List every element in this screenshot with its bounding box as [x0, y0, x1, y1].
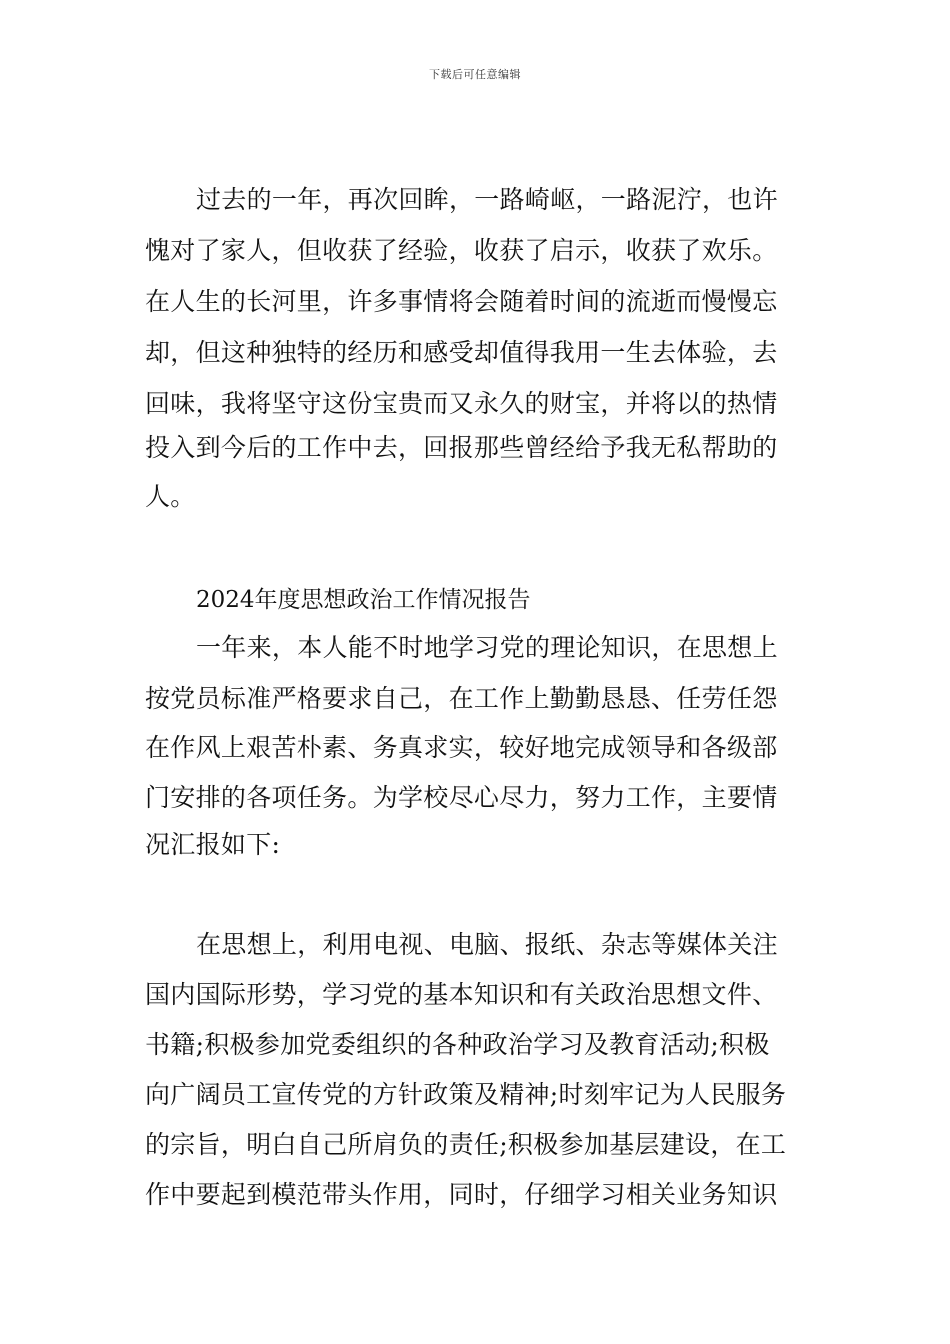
paragraph-line: 在人生的长河里，许多事情将会随着时间的流逝而慢慢忘 [145, 287, 778, 316]
paragraph-line: 按党员标准严格要求自己，在工作上勤勤恳恳、任劳任怨 [145, 684, 778, 713]
paragraph-line: 书籍;积极参加党委组织的各种政治学习及教育活动;积极 [145, 1030, 770, 1059]
paragraph-line: 国内国际形势，学习党的基本知识和有关政治思想文件、 [145, 980, 778, 1009]
paragraph-line: 一年来，本人能不时地学习党的理论知识，在思想上 [196, 633, 778, 662]
paragraph-line: 过去的一年，再次回眸，一路崎岖，一路泥泞，也许 [196, 185, 778, 214]
paragraph-line: 人。 [145, 482, 196, 511]
header-note: 下载后可任意编辑 [429, 68, 521, 81]
paragraph-line: 作中要起到模范带头作用，同时，仔细学习相关业务知识 [145, 1180, 778, 1209]
paragraph-line: 却，但这种独特的经历和感受却值得我用一生去体验，去 [145, 338, 778, 367]
paragraph-line: 向广阔员工宣传党的方针政策及精神;时刻牢记为人民服务 [145, 1080, 787, 1109]
paragraph-line: 在作风上艰苦朴素、务真求实，较好地完成领导和各级部 [145, 733, 778, 762]
paragraph-line: 的宗旨，明白自己所肩负的责任;积极参加基层建设，在工 [145, 1130, 787, 1159]
paragraph-line: 门安排的各项任务。为学校尽心尽力，努力工作，主要情 [145, 783, 778, 812]
paragraph-line: 回味，我将坚守这份宝贵而又永久的财宝，并将以的热情 [145, 389, 778, 418]
report-title: 2024年度思想政治工作情况报告 [196, 587, 531, 613]
paragraph-line: 投入到今后的工作中去，回报那些曾经给予我无私帮助的 [145, 433, 778, 462]
paragraph-line: 在思想上，利用电视、电脑、报纸、杂志等媒体关注 [196, 930, 778, 959]
paragraph-line: 况汇报如下: [145, 830, 281, 859]
paragraph-line: 愧对了家人，但收获了经验，收获了启示，收获了欢乐。 [145, 236, 778, 265]
